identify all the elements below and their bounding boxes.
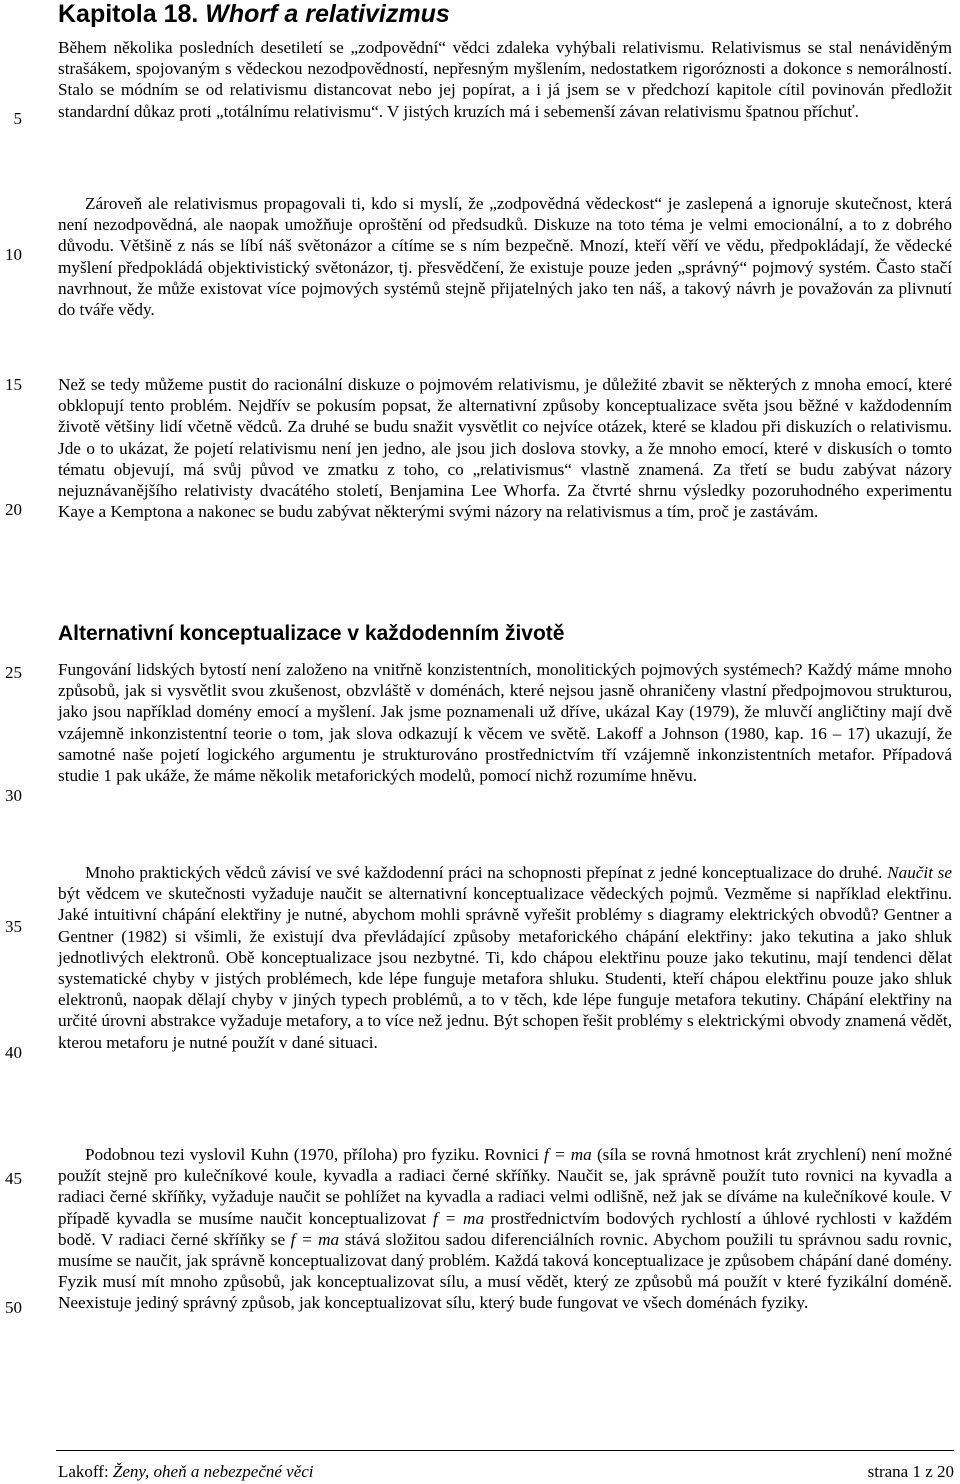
- formula-2: f = ma: [433, 1208, 485, 1228]
- paragraph-5-rest: být vědcem ve skutečnosti vyžaduje naučit se alternativní konceptualizace vědeckých pojmů. Vezměme si například elektřinu. Jaké intuitivní chápání elektřiny je nutné, abychom mohli správně vyřešit problémy s diagramy elektrických obvodů? Gentner a Gentner (1982) si všimli, že existují dva převládající způsoby metaforického chápání elektřiny: jako tekutina a jako shluk jednotlivých elektronů. Obě konceptualizace jsou nezbytné. Ti, kdo chápou elektřinu pouze jako tekutinu, mají tendenci dělat systematické chyby v jistých problémech, kde lépe funguje metafora shluku. Studenti, kteří chápou elektřinu pouze jako shluk elektronů, naopak dělají chyby v jiných typech problémů, a to v těch, kde lépe funguje metafora tekutiny. Chápání elektřiny na určité úrovni abstrakce vyžaduje metafory, a to více než jednu. Být schopen řešit problémy s elektrickými obvody znamená vědět, kterou metaforu je nutné použít v dané situaci.: [58, 884, 952, 1052]
- line-number: 5: [13, 109, 22, 128]
- line-number: 45: [5, 1169, 22, 1188]
- chapter-number: Kapitola 18.: [58, 0, 199, 28]
- paragraph-6: [58, 1144, 952, 1314]
- line-number: 15: [5, 375, 22, 394]
- paragraph-5-emphasis: Naučit se: [887, 863, 952, 882]
- paragraph-3: Než se tedy můžeme pustit do racionální diskuze o pojmovém relativismu, je důležité zbavit se některých z mnoha emocí, které obklopují tento problém. Nejdřív se pokusím popsat, že alternativní způsoby konceptualizace světa jsou běžné v každodenním životě většiny lidí včetně vědců. Za druhé se budu snažit vysvětlit co nejvíce otázek, které se kladou při diskuzích o relativismu. Jde o to ukázat, že pojetí relativismu není jen jedno, ale jsou jich doslova stovky, a že mnoho emocí, které v diskusích o tomto tématu objevují, má svůj původ ve zmatku z toho, co „relativismus“ vlastně znamená. Za třetí se budu zabývat názory nejuznávanějšího relativisty dvacátého století, Benjamina Lee Whorfa. Za čtvrté shrnu výsledky pozoruhodného experimentu Kaye a Kemptona a nakonec se budu zabývat některými svými názory na relativismus a tím, proč je zastávám.: [58, 375, 952, 522]
- footer-divider: [56, 1450, 954, 1451]
- chapter-title: [58, 0, 938, 28]
- paragraph-6-part-1: Podobnou tezi vyslovil Kuhn (1970, příloha) pro fyziku. Rovnici: [85, 1145, 545, 1164]
- formula-3: f = ma: [290, 1229, 340, 1249]
- line-number: 30: [5, 786, 22, 805]
- line-number: 35: [5, 917, 22, 936]
- paragraph-6-part-2: (síla se rovná hmotnost krát zrychlení) není možné použít stejně pro kulečníkové koule, kyvadla a radiaci černé skříňky. Naučit se, jak správně použít tuto rovnici na kyvadla a radiaci černé skříňky, vyžaduje naučit se pohlížet na kyvadla a radiaci velmi odlišně, než jak se díváme na kulečníkové koule. V případě kyvadla se musíme naučit konceptualizovat: [58, 1145, 952, 1228]
- page-number: strana 1 z 20: [867, 1462, 954, 1481]
- paragraph-6-part-4: stává složitou sadou diferenciálních rovnic. Abychom použili tu správnou sadu rovnic, musíme se naučit, jak správně konceptualizovat daný problém. Každá taková konceptualizace je způsobem chápání dané domény. Fyzik musí mít mnoho způsobů, jak konceptualizovat sílu, a musí vědět, který ze způsobů má použít v které fyzikální doméně. Neexistuje jediný správný způsob, jak konceptualizovat sílu, který bude fungovat ve všech doménách fyziky.: [58, 1229, 952, 1313]
- paragraph-2: Zároveň ale relativismus propagovali ti, kdo si myslí, že „zodpovědná vědeckost“ je zaslepená a ignoruje skutečnost, která není nezodpovědná, ale naopak umožňuje oproštění od předsudků. Diskuze na toto téma je velmi emocionální, a to z dobrého důvodu. Většině z nás se líbí náš světonázor a cítíme se s ním bezpečně. Mnozí, kteří věří ve vědu, předpokládají, že vědecké myšlení předpokládá objektivistický světonázor, tj. přesvědčení, že existuje pouze jeden „správný“ pojmový systém. Často stačí navrhnout, že může existovat více pojmových systémů stejně přijatelných jako ten náš, a takový návrh je považován za plivnutí do tváře vědy.: [58, 194, 952, 320]
- line-number: 20: [5, 500, 22, 519]
- paragraph-4: Fungování lidských bytostí není založeno na vnitřně konzistentních, monolitických pojmových systémech? Každý máme mnoho způsobů, jak si vysvětlit svou zkušenost, obzvláště v doménách, které nejsou jasně ohraničeny vlastní předpojmovou strukturou, jako jsou například domény emocí a myšlení. Jak jsme poznamenali už dříve, ukázal Kay (1979), že mluvčí angličtiny mají dvě vzájemně inkonzistentní teorie o tom, jak slova odkazují k věcem ve světě. Lakoff a Johnson (1980, kap. 16 – 17) ukazují, že samotné naše pojetí logického argumentu je strukturováno prostřednictvím tří vzájemně inkonzistentních metafor. Případová studie 1 pak ukáže, že máme několik metaforických modelů, pomocí nichž rozumíme hněvu.: [58, 660, 952, 786]
- paragraph-5-start: Mnoho praktických vědců závisí ve své každodenní práci na schopnosti přepínat z jedné konceptualizace do druhé.: [85, 863, 888, 882]
- paragraph-5: [58, 862, 952, 1053]
- footer-source: [58, 1462, 314, 1482]
- chapter-name: Whorf a relativizmus: [205, 0, 450, 28]
- line-number: 50: [5, 1298, 22, 1317]
- line-number: 25: [5, 663, 22, 682]
- footer-book-title: Ženy, oheň a nebezpečné věci: [112, 1462, 314, 1481]
- line-number: 10: [5, 245, 22, 264]
- line-number: 40: [5, 1043, 22, 1062]
- footer-author: Lakoff:: [58, 1462, 113, 1481]
- paragraph-6-part-3: prostřednictvím bodových rychlostí a úhlové rychlosti v každém bodě. V radiaci černé skříňky se: [58, 1208, 952, 1249]
- paragraph-1: Během několika posledních desetiletí se „zodpovědní“ vědci zdaleka vyhýbali relativismu. Relativismus se stal nenáviděným strašákem, spojovaným s vědeckou nezodpovědností, nepřesným myšlením, nedostatkem rigoróznosti a dokonce s nemorálností. Stalo se módním se od relativismu distancovat nebo jej popírat, a i já jsem se v předchozí kapitole cítil povinován předložit standardní důkaz proti „totálnímu relativismu“. V jistých kruzích má i sebemenší závan relativismu špatnou příchuť.: [58, 38, 952, 121]
- formula-1: f = ma: [544, 1145, 592, 1164]
- section-heading: Alternativní konceptualizace v každodenním životě: [58, 622, 565, 645]
